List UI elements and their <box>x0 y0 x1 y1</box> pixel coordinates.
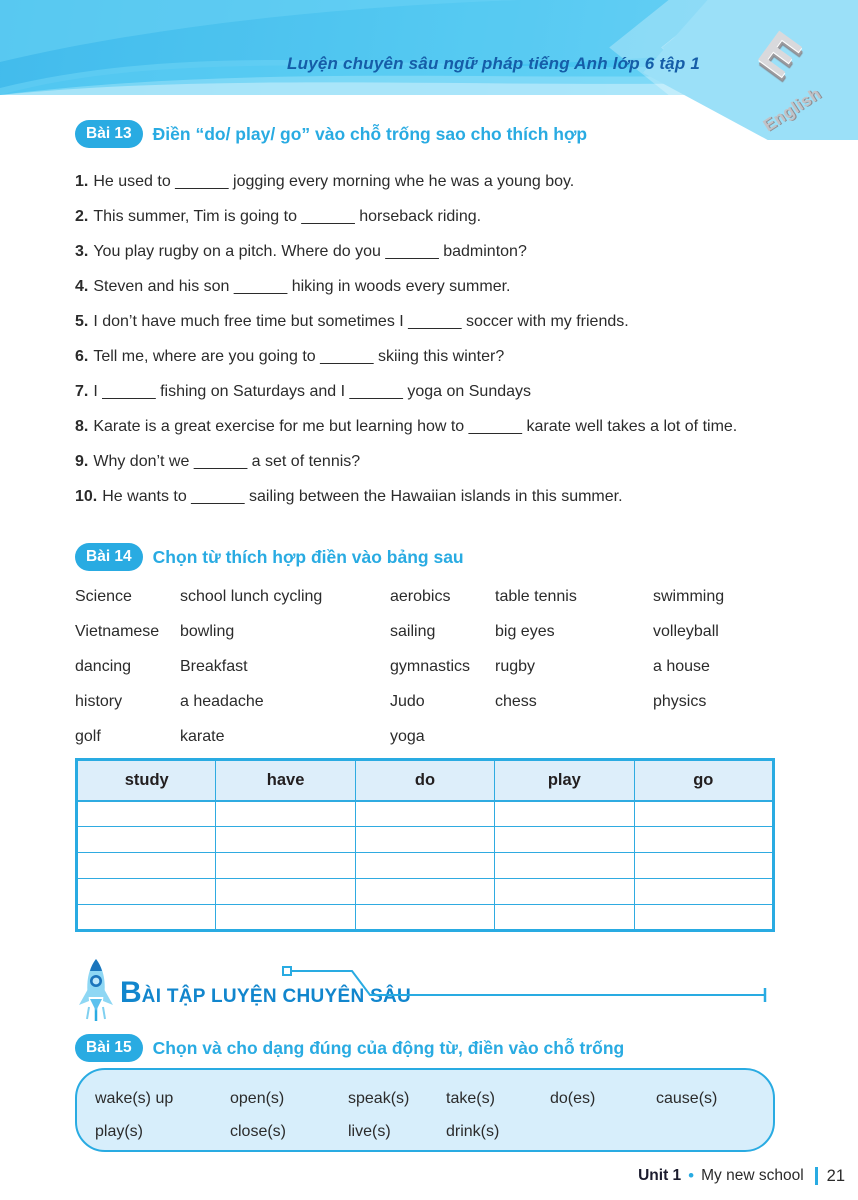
empty-cell <box>634 801 773 827</box>
word-item <box>495 726 653 761</box>
empty-cell <box>355 879 494 905</box>
sentence-6 <box>75 345 777 368</box>
exercise-15-title: Chọn và cho dạng đúng của động từ, điền vào chỗ trống <box>152 1037 625 1058</box>
sentence-number: 5. <box>75 313 89 330</box>
empty-cell <box>495 801 634 827</box>
word-item: karate <box>180 728 225 745</box>
word-item: history <box>75 693 123 710</box>
table-row <box>77 879 774 905</box>
table-row <box>77 905 774 931</box>
empty-cell <box>77 879 216 905</box>
english-logo <box>734 18 844 136</box>
empty-cell <box>77 853 216 879</box>
word-item: yoga <box>390 728 425 745</box>
empty-cell <box>355 853 494 879</box>
empty-cell <box>216 879 355 905</box>
empty-cell <box>634 827 773 853</box>
footer-bullet-separator: • <box>688 1166 695 1185</box>
page-number: 21 <box>826 1166 845 1185</box>
footer-divider-bar <box>815 1167 818 1185</box>
section-title-initial: B <box>120 976 142 1009</box>
empty-cell <box>495 853 634 879</box>
sentence-8 <box>75 415 777 438</box>
exercise-13-title: Điền “do/ play/ go” vào chỗ trống sao cho thích hợp <box>152 123 588 144</box>
logo-word-english: English <box>759 83 825 136</box>
sentence-10 <box>75 485 777 508</box>
sentence-text: This summer, Tim is going to ______ horseback riding. <box>93 208 482 225</box>
section-title-rest: ÀI TẬP LUYỆN CHUYÊN SÂU <box>141 986 412 1007</box>
word-item: gymnastics <box>390 658 471 675</box>
word-item: Vietnamese <box>75 623 160 640</box>
column-header-do: do <box>355 760 494 801</box>
word-item: Science <box>75 588 132 605</box>
empty-cell <box>634 879 773 905</box>
rocket-icon <box>76 955 116 1033</box>
exercise-14-header <box>75 543 795 571</box>
verb-category-table <box>75 758 775 932</box>
empty-cell <box>77 801 216 827</box>
sentence-number: 10. <box>75 488 98 505</box>
word-item: table tennis <box>495 588 577 605</box>
exercise-15-badge: Bài 15 <box>75 1034 143 1062</box>
table-row <box>77 801 774 827</box>
sentence-text: He used to ______ jogging every morning whe he was a young boy. <box>93 173 575 190</box>
logo-letter-e: E <box>748 20 811 88</box>
word-item: a headache <box>180 693 264 710</box>
empty-cell <box>634 905 773 931</box>
verb-option: drink(s) <box>446 1122 500 1140</box>
verb-option: open(s) <box>230 1089 285 1107</box>
column-header-go: go <box>634 760 773 801</box>
word-item: chess <box>495 693 537 710</box>
exercise-14-title: Chọn từ thích hợp điền vào bảng sau <box>152 546 464 567</box>
exercise-13-badge: Bài 13 <box>75 120 143 148</box>
empty-cell <box>355 905 494 931</box>
word-item: physics <box>653 693 707 710</box>
sentence-1 <box>75 170 777 193</box>
empty-cell <box>495 879 634 905</box>
verb-option: take(s) <box>446 1089 495 1107</box>
table-row <box>77 853 774 879</box>
sentence-number: 6. <box>75 348 89 365</box>
page-footer <box>638 1166 845 1186</box>
section-decorative-line <box>282 960 782 1008</box>
sentence-text: I ______ fishing on Saturdays and I ______ yoga on Sundays <box>93 383 532 400</box>
empty-cell <box>495 827 634 853</box>
sentence-text: Steven and his son ______ hiking in woods every summer. <box>93 278 511 295</box>
exercise-15-header <box>75 1034 795 1062</box>
table-header-row <box>77 760 774 801</box>
sentence-number: 8. <box>75 418 89 435</box>
word-item: rugby <box>495 658 536 675</box>
word-item: aerobics <box>390 588 451 605</box>
word-item: Breakfast <box>180 658 248 675</box>
book-title: Luyện chuyên sâu ngữ pháp tiếng Anh lớp 6 tập 1 <box>287 54 700 73</box>
sentence-text: You play rugby on a pitch. Where do you ______ badminton? <box>93 243 527 260</box>
empty-cell <box>216 853 355 879</box>
empty-cell <box>216 801 355 827</box>
sentence-number: 7. <box>75 383 89 400</box>
exercise-15-word-bank <box>75 1068 775 1152</box>
verb-option: play(s) <box>95 1122 144 1140</box>
exercise-13-header <box>75 120 795 148</box>
column-header-study: study <box>77 760 216 801</box>
empty-cell <box>77 827 216 853</box>
word-item <box>653 726 775 761</box>
sentence-text: Karate is a great exercise for me but learning how to ______ karate well takes a lot of time. <box>93 418 738 435</box>
sentence-number: 2. <box>75 208 89 225</box>
verb-option: cause(s) <box>656 1089 718 1107</box>
empty-cell <box>495 905 634 931</box>
empty-cell <box>77 905 216 931</box>
word-item: dancing <box>75 658 132 675</box>
sentence-4 <box>75 275 777 298</box>
word-item: golf <box>75 728 101 745</box>
sentence-3 <box>75 240 777 263</box>
sentence-2 <box>75 205 777 228</box>
sentence-7 <box>75 380 777 403</box>
sentence-number: 4. <box>75 278 89 295</box>
verb-option: wake(s) up <box>95 1089 174 1107</box>
exercise-14-word-bank <box>75 586 775 761</box>
column-header-play: play <box>495 760 634 801</box>
exercise-14-badge: Bài 14 <box>75 543 143 571</box>
word-item: volleyball <box>653 623 719 640</box>
sentence-text: Tell me, where are you going to ______ skiing this winter? <box>93 348 505 365</box>
empty-cell <box>634 853 773 879</box>
sentence-text: I don’t have much free time but sometimes I ______ soccer with my friends. <box>93 313 629 330</box>
word-item: bowling <box>180 623 235 640</box>
word-item: sailing <box>390 623 436 640</box>
empty-cell <box>355 827 494 853</box>
empty-cell <box>216 827 355 853</box>
word-item: a house <box>653 658 710 675</box>
sentence-number: 9. <box>75 453 89 470</box>
exercise-13-sentences <box>75 170 777 520</box>
word-item: big eyes <box>495 623 555 640</box>
column-header-have: have <box>216 760 355 801</box>
verb-option: close(s) <box>230 1122 287 1140</box>
footer-unit-label: Unit 1 <box>638 1167 682 1184</box>
table-row <box>77 827 774 853</box>
sentence-text: He wants to ______ sailing between the Hawaiian islands in this summer. <box>102 488 623 505</box>
verb-option: live(s) <box>348 1122 391 1140</box>
verb-option: speak(s) <box>348 1089 410 1107</box>
sentence-5 <box>75 310 777 333</box>
word-item: Judo <box>390 693 425 710</box>
word-item: swimming <box>653 588 725 605</box>
sentence-9 <box>75 450 777 473</box>
sentence-number: 3. <box>75 243 89 260</box>
sentence-number: 1. <box>75 173 89 190</box>
sentence-text: Why don’t we ______ a set of tennis? <box>93 453 361 470</box>
verb-option: do(es) <box>550 1089 596 1107</box>
empty-cell <box>216 905 355 931</box>
word-item: school lunch cycling <box>180 588 323 605</box>
footer-unit-topic: My new school <box>701 1167 804 1184</box>
empty-cell <box>355 801 494 827</box>
